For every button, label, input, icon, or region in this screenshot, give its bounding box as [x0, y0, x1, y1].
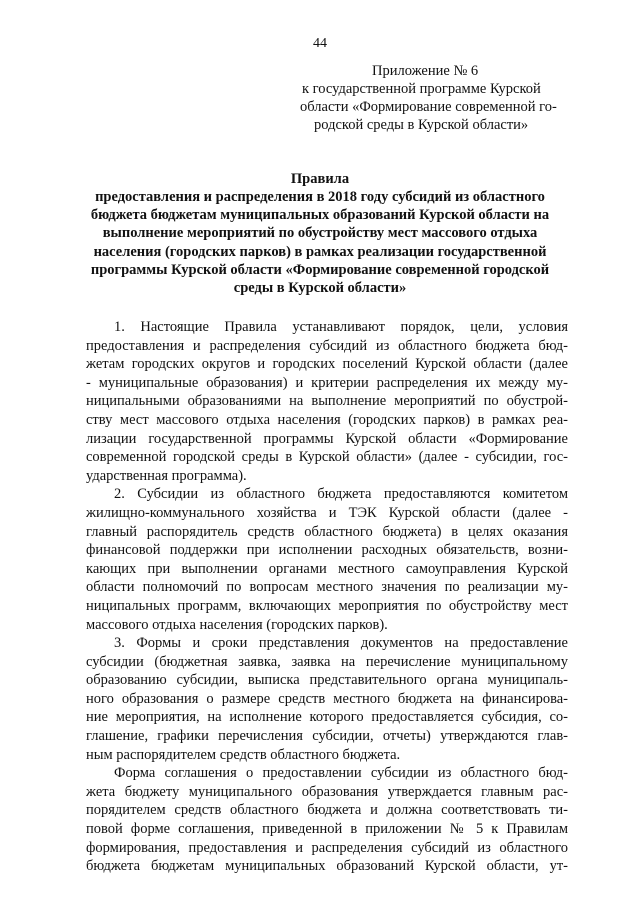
text-line: жета бюджету муниципального образования утверждается главным рас-: [86, 783, 568, 800]
text-line: финансовой поддержки при исполнении расходных обязательств, возни-: [86, 542, 568, 559]
appendix-line: к государственной программе Курской: [302, 81, 541, 97]
text-line: повой форме соглашения, приведенной в приложении № 5 к Правилам: [86, 821, 568, 838]
subtitle-line: программы Курской области «Формирование современной городской: [90, 261, 550, 278]
appendix-line: Приложение № 6: [372, 63, 479, 79]
subtitle-line: населения (городских парков) в рамках реализации государственной: [93, 243, 547, 260]
subtitle-line: предоставления и распределения в 2018 году субсидий из областного: [95, 189, 545, 205]
text-line: ниципальными образованиями на выполнение мероприятий по обустрой-: [86, 393, 568, 410]
text-line: ударственная программа).: [86, 467, 247, 484]
text-line: порядителем средств областного бюджета и должна соответствовать ти-: [86, 802, 568, 819]
text-line: ниципальных программ, включающих мероприятия по обустройству мест: [86, 597, 568, 614]
text-line: образованию субсидии, выписка представительного органа муниципаль-: [86, 672, 568, 689]
paragraph-3: [86, 634, 568, 764]
text-line: лизации государственной программы Курской области «Формирование: [86, 430, 568, 447]
text-line: предоставления и распределения субсидий из областного бюджета бюд-: [86, 337, 568, 354]
appendix-line: родской среды в Курской области»: [314, 117, 529, 133]
text-line: 2. Субсидии из областного бюджета предоставляются комитетом: [114, 486, 568, 503]
subtitle-line: бюджета бюджетам муниципальных образований Курской области на: [90, 207, 550, 224]
subtitle-line: среды в Курской области»: [233, 280, 407, 297]
text-line: бюджета бюджетам муниципальных образований Курской области, ут-: [86, 858, 568, 875]
text-line: ным распорядителем средств областного бюджета.: [86, 746, 401, 763]
text-line: массового отдыха населения (городских парков).: [86, 616, 388, 633]
document-subtitle: [60, 188, 580, 297]
text-line: 1. Настоящие Правила устанавливают порядок, цели, условия: [114, 319, 568, 335]
text-line: кающих при выполнении органами местного самоуправления Курской: [86, 560, 568, 577]
text-line: ству мест массового отдыха населения (городских парков) в рамках реа-: [86, 411, 568, 428]
text-line: 3. Формы и сроки представления документов на предоставление: [114, 635, 568, 652]
text-line: - муниципальные образования) и критерии распределения их между му-: [86, 374, 568, 391]
appendix-line: области «Формирование современной го-: [300, 99, 557, 115]
text-line: ние мероприятия, на исполнение которого предоставляется субсидия, со-: [86, 709, 568, 726]
text-line: жетам городских округов и городских поселений Курской области (далее: [86, 356, 568, 373]
text-line: субсидии (бюджетная заявка, заявка на перечисление муниципальному: [86, 653, 568, 670]
text-line: главный распорядитель средств областного бюджета) в целях оказания: [86, 523, 568, 540]
text-line: Форма соглашения о предоставлении субсидии из областного бюд-: [114, 765, 568, 782]
text-line: современной городской среды в Курской области» (далее - субсидии, гос-: [86, 449, 568, 466]
paragraph-1: [86, 318, 568, 485]
appendix-header: [300, 62, 590, 134]
text-line: области полномочий по вопросам местного значения по реализации му-: [86, 579, 568, 596]
document-title: Правила: [290, 171, 350, 187]
text-line: жилищно-коммунального хозяйства и ТЭК Курской области (далее -: [86, 504, 568, 521]
text-line: ного образования о размере средств местного бюджета на финансирова-: [86, 690, 568, 707]
paragraph-2: [86, 485, 568, 634]
subtitle-line: выполнение мероприятий по обустройству мест массового отдыха: [102, 225, 538, 242]
page-number: 44: [313, 36, 327, 51]
text-line: глашение, графики перечисления субсидии, отчеты) утверждаются глав-: [86, 728, 568, 745]
document-body: [86, 318, 568, 876]
text-line: формирования, предоставления и распределения субсидий из областного: [86, 839, 568, 856]
paragraph-4: [86, 764, 568, 876]
